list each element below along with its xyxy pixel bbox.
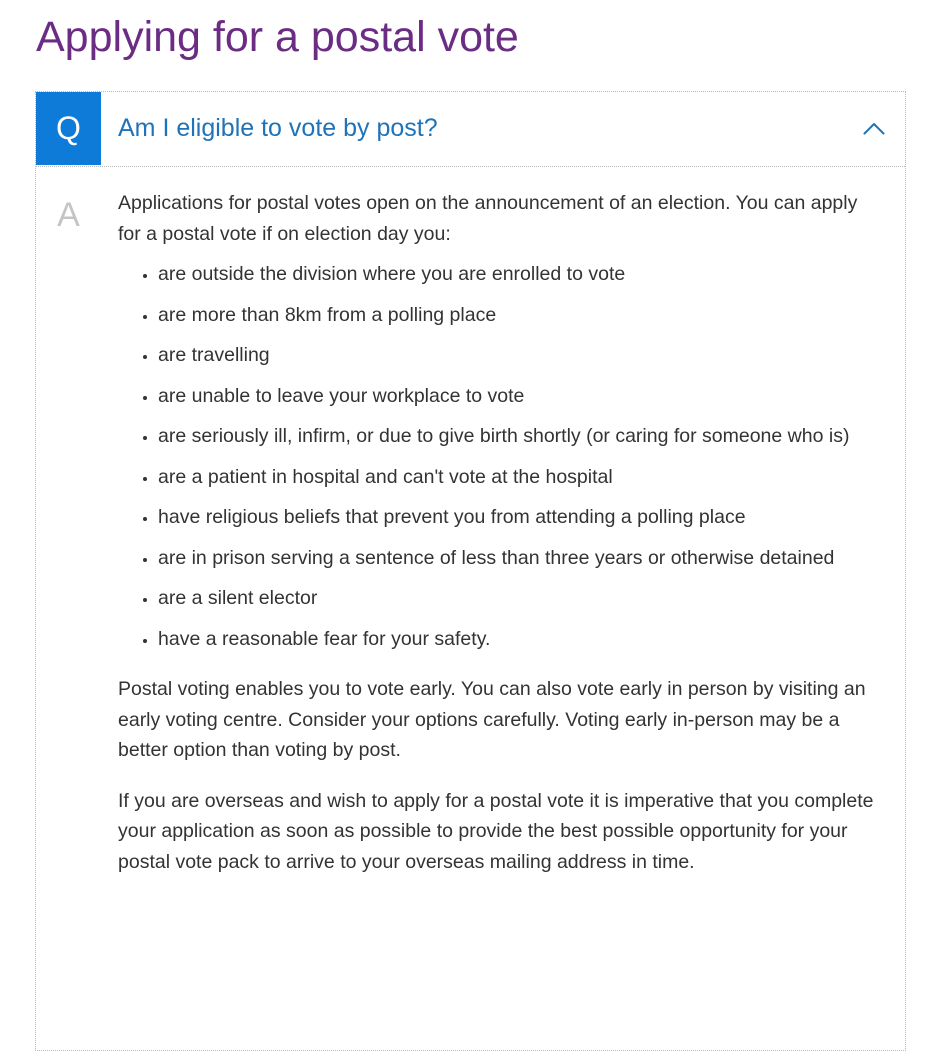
list-item: • are travelling [158, 340, 878, 371]
faq-question[interactable]: Am I eligible to vote by post? [118, 114, 438, 142]
question-badge: Q [36, 92, 101, 165]
page-title: Applying for a postal vote [36, 13, 519, 61]
chevron-up-icon[interactable] [863, 121, 885, 135]
list-item: • are unable to leave your workplace to vote [158, 381, 878, 412]
answer-badge: A [57, 196, 80, 234]
answer-intro: Applications for postal votes open on the announcement of an election. You can apply for a postal vote if on election day you: [118, 192, 858, 245]
early-voting-paragraph: Postal voting enables you to vote early. You can also vote early in person by visiting an early voting centre. Consider your options carefully. Voting early in-person may be a better option than voting by post. [118, 678, 866, 761]
faq-question-header[interactable] [36, 92, 905, 167]
list-item: • are in prison serving a sentence of less than three years or otherwise detained [158, 543, 878, 574]
faq-answer [118, 188, 878, 877]
list-item: • are a silent elector [158, 583, 878, 614]
list-item: • have religious beliefs that prevent you from attending a polling place [158, 502, 878, 533]
faq-accordion [35, 91, 906, 1051]
eligibility-list [118, 259, 878, 654]
overseas-paragraph: If you are overseas and wish to apply for a postal vote it is imperative that you complete your application as soon as possible to provide the best possible opportunity for your postal vote pack to arrive to your overseas mailing address in time. [118, 789, 874, 873]
list-item: • have a reasonable fear for your safety. [158, 624, 878, 655]
list-item: • are seriously ill, infirm, or due to give birth shortly (or caring for someone who is) [158, 421, 878, 452]
list-item: • are outside the division where you are enrolled to vote [158, 259, 878, 290]
list-item: • are a patient in hospital and can't vote at the hospital [158, 462, 878, 493]
list-item: • are more than 8km from a polling place [158, 300, 878, 331]
